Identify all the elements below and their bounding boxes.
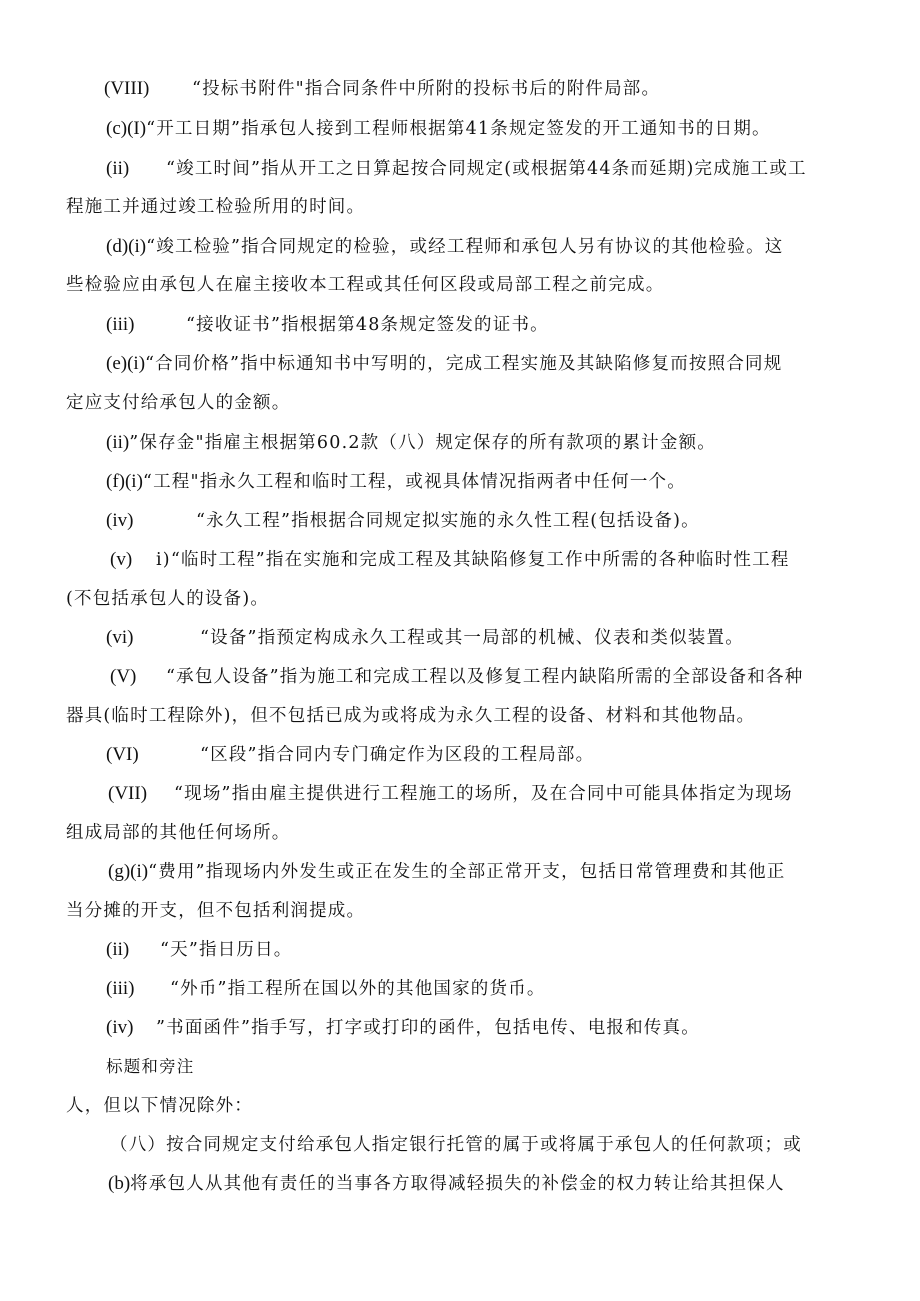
item-label: (vi) [106, 627, 134, 648]
paragraph-line [106, 507, 700, 532]
item-text: i)“临时工程”指在实施和完成工程及其缺陷修复工作中所需的各种临时性工程 [156, 550, 790, 570]
item-text: “开工日期”指承包人接到工程师根据第41条规定签发的开工通知书的日期。 [146, 119, 771, 139]
item-label: (VII) [108, 783, 148, 804]
paragraph-line [110, 546, 790, 571]
item-text: “天”指日历日。 [160, 940, 293, 960]
item-label: (v) [110, 549, 133, 570]
paragraph-line [106, 975, 546, 1000]
item-label: (b) [108, 1173, 131, 1194]
item-text: “外币”指工程所在国以外的其他国家的货币。 [170, 979, 546, 999]
paragraph-line [106, 115, 771, 140]
item-label: (ii) [106, 432, 130, 453]
item-text: “竣工检验”指合同规定的检验，或经工程师和承包人另有协议的其他检验。这 [146, 237, 784, 257]
paragraph-line [106, 936, 293, 961]
item-label: (d)(i) [106, 236, 147, 257]
item-text: “设备”指预定构成永久工程或其一局部的机械、仪表和类似装置。 [200, 628, 744, 648]
paragraph-line [106, 624, 744, 649]
item-text: “现场”指由雇主提供进行工程施工的场所，及在合同中可能具体指定为现场 [174, 784, 793, 804]
item-text: 将承包人从其他有责任的当事各方取得减轻损失的补偿金的权力转让给其担保人 [130, 1174, 785, 1194]
paragraph-line: （八）按合同规定支付给承包人指定银行托管的属于或将属于承包人的任何款项；或 [110, 1135, 802, 1155]
paragraph-line: 当分摊的开支，但不包括利润提成。 [66, 901, 366, 921]
item-label: (ii) [106, 939, 130, 960]
item-text: “区段”指合同内专门确定作为区段的工程局部。 [200, 745, 595, 765]
paragraph-line [106, 1014, 700, 1039]
item-text: “承包人设备”指为施工和完成工程以及修复工程内缺陷所需的全部设备和各种 [166, 667, 804, 687]
paragraph-line [104, 75, 660, 100]
item-text: “竣工时间”指从开工之日算起按合同规定(或根据第44条而延期)完成施工或工 [166, 159, 807, 179]
paragraph-line [106, 429, 716, 454]
item-text: ”保存金"指雇主根据第60.2款（八）规定保存的所有款项的累计金额。 [129, 433, 716, 453]
item-text: “永久工程”指根据合同规定拟实施的永久性工程(包括设备)。 [196, 511, 700, 531]
paragraph-line [108, 1170, 785, 1195]
paragraph-line [108, 858, 785, 883]
paragraph-line: 人，但以下情况除外： [66, 1096, 253, 1116]
item-text: “投标书附件"指合同条件中所附的投标书后的附件局部。 [192, 79, 661, 99]
item-text: “接收证书”指根据第48条规定签发的证书。 [186, 315, 549, 335]
paragraph-line [108, 780, 793, 805]
paragraph-line: 器具(临时工程除外)，但不包括已成为或将成为永久工程的设备、材料和其他物品。 [66, 706, 756, 726]
item-label: (iii) [106, 314, 135, 335]
paragraph-line [106, 468, 686, 493]
item-label: (c)(I) [106, 118, 147, 139]
item-label: (e)(i) [106, 353, 146, 374]
paragraph-line: 定应支付给承包人的金额。 [66, 393, 291, 413]
item-label: (VI) [106, 744, 139, 765]
paragraph-line [110, 663, 803, 688]
paragraph-line [106, 155, 807, 180]
item-label: (iii) [106, 978, 135, 999]
paragraph-line: (不包括承包人的设备)。 [66, 589, 270, 609]
item-label: (VIII) [104, 78, 150, 99]
paragraph-line: 些检验应由承包人在雇主接收本工程或其任何区段或局部工程之前完成。 [66, 275, 665, 295]
item-label: (f)(i) [106, 471, 143, 492]
paragraph-line: 组成局部的其他任何场所。 [66, 823, 291, 843]
paragraph-line [106, 311, 549, 336]
item-text: “合同价格”指中标通知书中写明的，完成工程实施及其缺陷修复而按照合同规 [145, 354, 783, 374]
item-text: “费用”指现场内外发生或正在发生的全部正常开支，包括日常管理费和其他正 [148, 862, 786, 882]
item-text: “工程"指永久工程和临时工程，或视具体情况指两者中任何一个。 [142, 472, 686, 492]
paragraph-line [106, 741, 594, 766]
item-label: (iv) [106, 510, 134, 531]
paragraph-line [106, 350, 782, 375]
item-text: ”书面函件”指手写，打字或打印的函件，包括电传、电报和传真。 [156, 1018, 700, 1038]
item-label: (g)(i) [108, 861, 149, 882]
paragraph-line [106, 233, 783, 258]
item-label: (V) [110, 666, 137, 687]
section-heading: 标题和旁注 [106, 1057, 195, 1076]
item-label: (iv) [106, 1017, 134, 1038]
paragraph-line: 程施工并通过竣工检验所用的时间。 [66, 197, 366, 217]
item-label: (ii) [106, 158, 130, 179]
